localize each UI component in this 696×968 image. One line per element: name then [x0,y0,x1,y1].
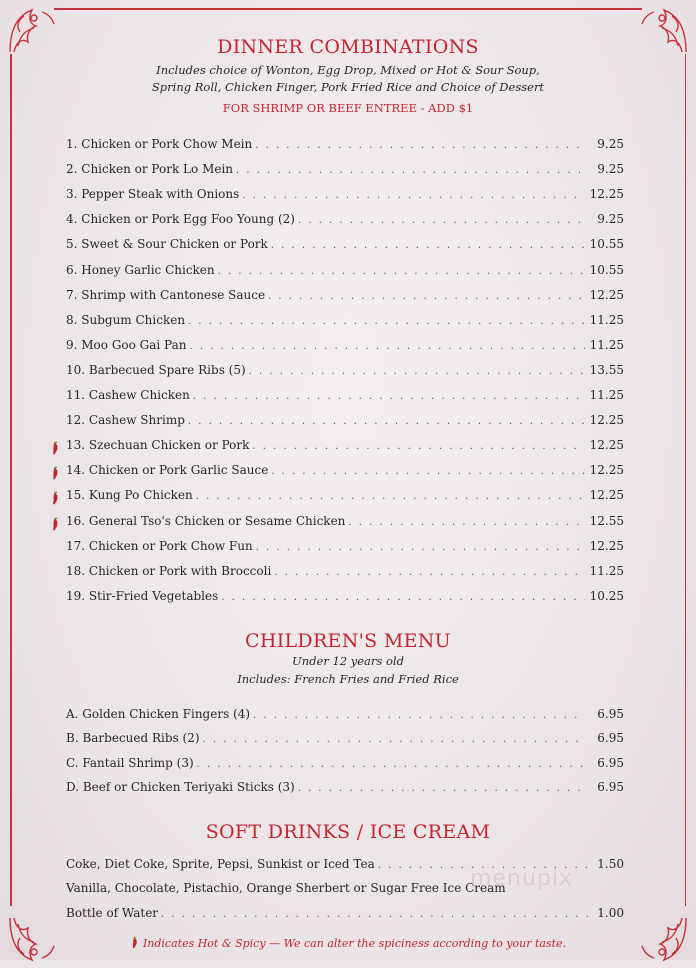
menu-item-price: 11.25 [589,388,624,402]
dot-leader [203,734,585,745]
menu-item-row [66,237,624,255]
menu-item-name: Bottle of Water [66,905,159,920]
menu-item-name: 19. Stir-Fried Vegetables [66,588,219,603]
menu-item-row [66,187,624,205]
chili-pepper-icon [50,516,60,530]
menu-item-name: 1. Chicken or Pork Chow Mein [66,137,253,151]
menu-item-row [66,313,624,331]
dot-leader [249,366,585,377]
menu-item-name: A. Golden Chicken Fingers (4) [66,707,251,721]
menu-item-row [66,906,624,924]
menu-item-price: 12.25 [589,463,624,478]
dot-leader [161,909,589,920]
menu-item-name: Vanilla, Chocolate, Pistachio, Orange Sherbert or Sugar Free Ice Cream [66,881,506,896]
menu-item-price: 11.25 [589,312,624,327]
menu-item-row [66,514,624,532]
menu-item-name: 12. Cashew Shrimp [66,413,185,428]
menu-item-price: 6.95 [597,731,624,746]
menu-item-price: 9.25 [597,212,624,227]
dot-leader [188,416,585,427]
menu-item-price: 10.55 [589,237,624,252]
menu-item-price: 6.95 [597,755,624,770]
dot-leader [348,517,585,528]
menu-item-name: 9. Moo Goo Gai Pan [66,337,187,352]
dinner-description-line2: Spring Roll, Chicken Finger, Pork Fried Rice and Choice of Dessert [151,80,545,94]
hot-spicy-note-text: Indicates Hot & Spicy — We can alter the spiciness according to your taste. [142,937,567,950]
dot-leader [242,190,585,201]
menu-item-name: 16. General Tso's Chicken or Sesame Chicken [66,513,346,528]
drinks-title: SOFT DRINKS / ICE CREAM [205,821,491,843]
menu-item-price: 13.55 [589,362,624,377]
menu-item-row [66,780,624,798]
children-age-note: Under 12 years old [292,654,404,668]
menu-item-name: 2. Chicken or Pork Lo Mein [66,162,234,177]
dot-leader [298,783,585,794]
dot-leader [221,592,585,603]
menu-item-price: 12.25 [589,488,624,503]
menu-item-row [66,263,624,281]
menu-item-name: 5. Sweet & Sour Chicken or Pork [66,237,268,252]
menu-item-price: 11.25 [589,563,624,578]
children-includes-note: Includes: French Fries and Fried Rice [237,672,459,686]
menu-item-price: 12.25 [589,413,624,428]
menu-item-row [66,288,624,306]
dot-leader [298,215,585,226]
menu-item-price: 9.25 [597,162,624,177]
dot-leader [253,710,585,721]
menu-item-name: 18. Chicken or Pork with Broccoli [66,563,272,578]
menu-item-price: 12.25 [589,438,624,453]
chili-pepper-icon [50,465,60,479]
dot-leader [271,466,585,477]
menu-item-name: 10. Barbecued Spare Ribs (5) [66,362,246,377]
dot-leader [188,316,585,327]
dot-leader [218,266,585,277]
dot-leader [271,240,585,251]
menu-item-name: 17. Chicken or Pork Chow Fun [66,538,253,553]
dot-leader [189,341,585,352]
dot-leader [256,542,585,553]
dinner-shrimp-beef-note: FOR SHRIMP OR BEEF ENTREE - ADD $1 [222,101,474,115]
menu-item-row [66,539,624,557]
menu-item-row [66,707,624,725]
dot-leader [274,567,585,578]
menu-item-row [66,388,624,406]
menu-item-row [66,731,624,749]
menu-item-price: 11.25 [589,337,624,352]
border-right [685,54,687,906]
menu-item-name: 14. Chicken or Pork Garlic Sauce [66,463,269,478]
menu-item-name: B. Barbecued Ribs (2) [66,731,200,746]
menu-item-name: C. Fantail Shrimp (3) [66,755,194,770]
menu-item-price: 9.25 [597,137,624,151]
menu-item-price: 12.55 [589,513,624,528]
menu-item-name: 6. Honey Garlic Chicken [66,262,215,277]
chili-pepper-icon [130,936,139,949]
menu-item-row [66,137,624,155]
menu-item-price: 6.95 [597,779,624,794]
dot-leader [255,140,585,151]
menu-item-row [66,413,624,431]
menu-item-price: 10.25 [589,588,624,603]
dot-leader [268,291,585,302]
menu-item-row [66,162,624,180]
dot-leader [236,165,585,176]
menu-item-name: 13. Szechuan Chicken or Pork [66,438,250,453]
dinner-title: DINNER COMBINATIONS [217,36,479,58]
menu-item-name: 15. Kung Po Chicken [66,488,193,503]
hot-spicy-footer-note [0,936,696,950]
menu-item-price: 1.50 [597,857,624,871]
menu-item-row [66,363,624,381]
chili-pepper-icon [50,440,60,454]
menu-item-name: Coke, Diet Coke, Sprite, Pepsi, Sunkist or Iced Tea [66,857,375,871]
dot-leader [252,441,585,452]
dot-leader [193,391,585,402]
menu-item-name: 8. Subgum Chicken [66,312,186,327]
border-top [54,8,642,10]
menu-item-row [66,756,624,774]
menu-item-row [66,488,624,506]
menu-item-row [66,338,624,356]
menu-item-name: 3. Pepper Steak with Onions [66,187,240,202]
menu-item-price: 12.25 [589,538,624,553]
menupix-watermark: menupix [470,866,573,891]
menu-item-price: 10.55 [589,262,624,277]
menu-item-row [66,463,624,481]
menu-item-name: 4. Chicken or Pork Egg Foo Young (2) [66,212,295,227]
menu-item-price: 12.25 [589,187,624,202]
children-title: CHILDREN'S MENU [244,630,451,652]
menu-item-price: 6.95 [597,707,624,721]
menu-item-price: 12.25 [589,287,624,302]
chili-pepper-icon [50,490,60,504]
menu-item-row [66,212,624,230]
menu-item-name: 7. Shrimp with Cantonese Sauce [66,287,266,302]
menu-item-name: D. Beef or Chicken Teriyaki Sticks (3) [66,779,295,794]
dot-leader [197,759,585,770]
menu-item-row [66,564,624,582]
dot-leader [196,491,585,502]
menu-item-row [66,438,624,456]
menu-item-price: 1.00 [597,905,624,920]
dinner-description-line1: Includes choice of Wonton, Egg Drop, Mixed or Hot & Sour Soup, [156,63,540,77]
menu-item-row [66,589,624,607]
border-left [10,54,12,906]
menu-item-name: 11. Cashew Chicken [66,388,190,402]
